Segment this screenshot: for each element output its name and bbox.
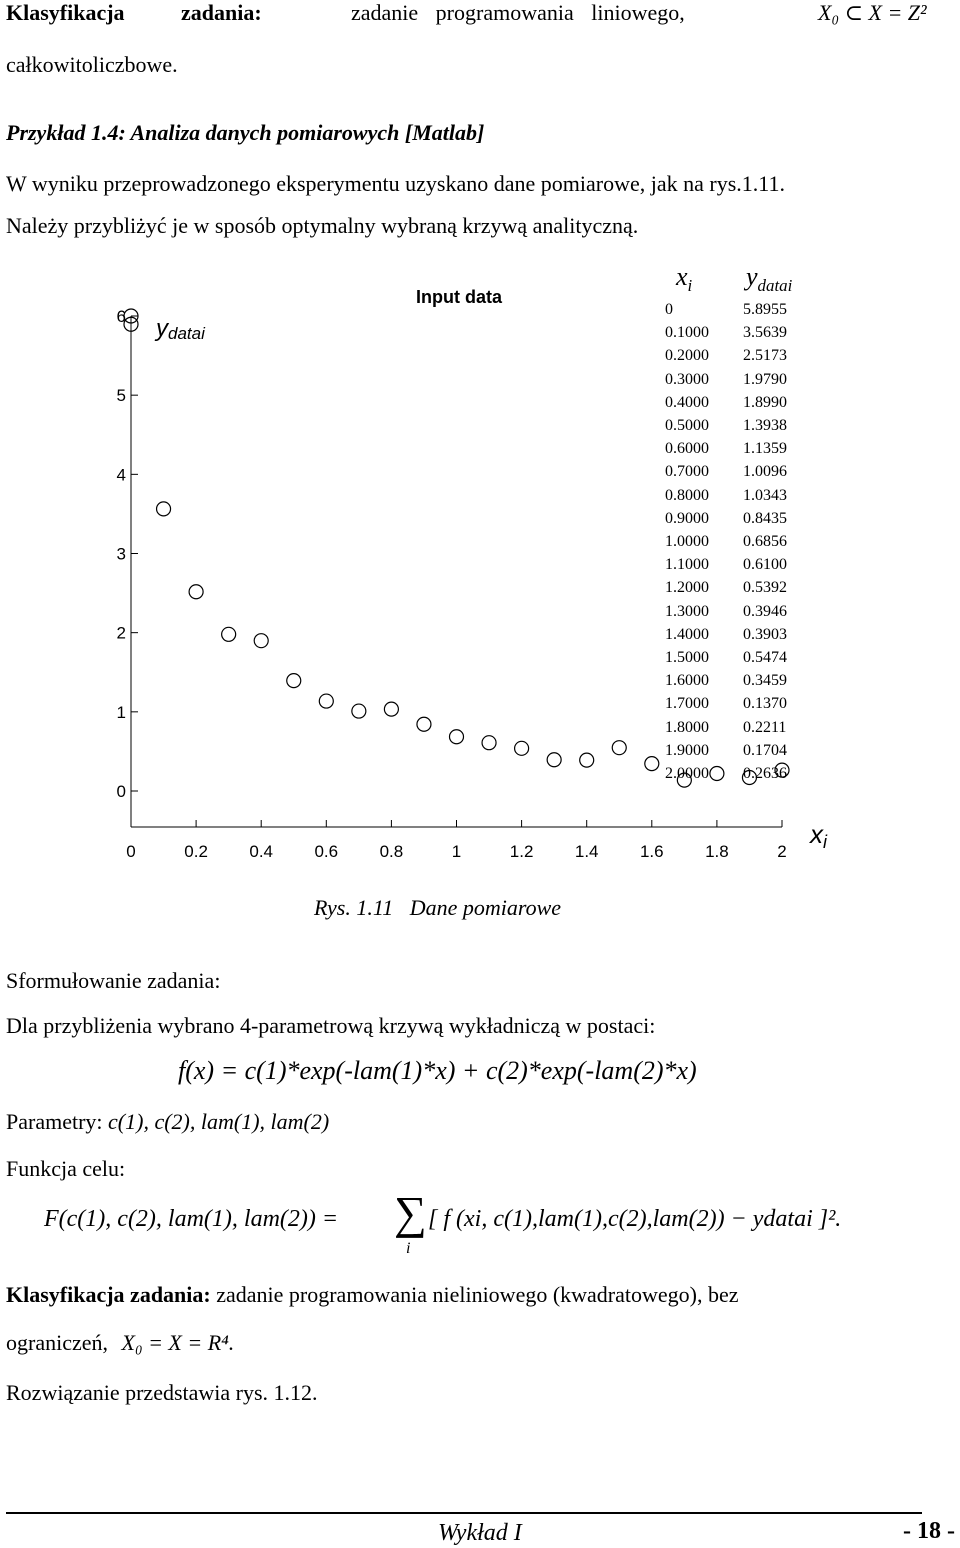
table-cell-x: 1.8000 xyxy=(665,718,709,736)
table-cell-y: 0.2636 xyxy=(743,765,787,783)
model-formula: f(x) = c(1)*exp(-lam(1)*x) + c(2)*exp(-lam(2)*x) xyxy=(178,1056,697,1085)
table-cell-x: 0.7000 xyxy=(665,463,709,481)
example-title: Przykład 1.4: Analiza danych pomiarowych [Matlab] xyxy=(6,120,485,145)
params-line xyxy=(6,1109,329,1135)
table-cell-y: 0.6856 xyxy=(743,533,787,551)
table-header-y: $y_{datai}$ xyxy=(746,262,793,296)
x-tick-label: 0 xyxy=(126,842,136,861)
table-row xyxy=(665,576,813,599)
table-row xyxy=(665,321,813,344)
table-cell-x: 1.7000 xyxy=(665,695,709,713)
classification-line xyxy=(6,0,125,26)
data-point xyxy=(450,730,464,744)
x-tick-label: 1.6 xyxy=(639,842,664,861)
table-cell-y: 1.0343 xyxy=(743,486,787,504)
data-point xyxy=(222,627,236,641)
table-row xyxy=(665,692,813,715)
table-row xyxy=(665,669,813,692)
table-row xyxy=(665,762,813,785)
table-cell-y: 0.5474 xyxy=(743,649,787,667)
table-row xyxy=(665,646,813,669)
classification2-line-2 xyxy=(6,1330,234,1356)
data-point xyxy=(319,694,333,708)
table-row xyxy=(665,600,813,623)
table-row xyxy=(665,437,813,460)
figure-caption: Rys. 1.11 Dane pomiarowe xyxy=(314,895,562,920)
table-row xyxy=(665,298,813,321)
data-point xyxy=(352,704,366,718)
table-cell-x: 0.4000 xyxy=(665,393,709,411)
y-tick-label: 2 xyxy=(116,623,126,643)
table-cell-y: 1.9790 xyxy=(743,370,787,388)
y-tick-label: 6 xyxy=(116,307,126,326)
data-point xyxy=(612,741,626,755)
table-cell-y: 5.8955 xyxy=(743,301,787,318)
classification2-math: X₀ = X = R⁴. xyxy=(121,1330,235,1355)
table-cell-y: 0.1370 xyxy=(743,695,787,713)
y-tick-label: 3 xyxy=(116,544,126,564)
classification-label-2: zadania: xyxy=(181,0,262,25)
footer-rule xyxy=(6,1512,922,1514)
table-cell-x: 0.1000 xyxy=(665,324,709,342)
y-tick-label: 5 xyxy=(116,386,126,406)
classification2-text: zadanie programowania nieliniowego (kwadratowego), bez xyxy=(216,1282,739,1307)
table-row xyxy=(665,414,813,437)
table-cell-x: 0 xyxy=(665,301,673,318)
goal-label: Funkcja celu: xyxy=(6,1156,126,1181)
table-cell-y: 0.3946 xyxy=(743,602,787,620)
table-cell-y: 1.3938 xyxy=(743,417,787,435)
classification2-line xyxy=(6,1282,739,1308)
table-cell-y: 0.8435 xyxy=(743,509,787,527)
table-cell-y: 2.5173 xyxy=(743,347,787,365)
table-cell-x: 0.3000 xyxy=(665,370,709,388)
data-point xyxy=(482,736,496,750)
table-cell-x: 0.2000 xyxy=(665,347,709,365)
table-cell-x: 0.6000 xyxy=(665,440,709,458)
footer-lecture: Wykład I xyxy=(438,1520,522,1546)
table-cell-y: 0.3903 xyxy=(743,625,787,643)
scatter-chart xyxy=(0,255,960,875)
x-tick-label: 0.6 xyxy=(314,842,339,861)
footer-page-number: - 18 - xyxy=(903,1518,955,1544)
table-cell-x: 1.9000 xyxy=(665,741,709,759)
x-tick-label: 1.2 xyxy=(509,842,534,861)
table-cell-x: 2.0000 xyxy=(665,765,709,783)
table-row xyxy=(665,623,813,646)
formulation-heading: Sformułowanie zadania: xyxy=(6,968,221,993)
table-cell-x: 1.4000 xyxy=(665,625,709,643)
table-cell-y: 1.1359 xyxy=(743,440,787,458)
x-tick-label: 0.8 xyxy=(379,842,404,861)
table-cell-x: 1.1000 xyxy=(665,556,709,574)
classification-math: X₀ ⊂ X = Z² xyxy=(818,0,927,25)
table-row xyxy=(665,716,813,739)
legend-label: ydatai xyxy=(156,315,205,343)
data-point xyxy=(254,634,268,648)
table-cell-x: 1.5000 xyxy=(665,649,709,667)
table-row xyxy=(665,739,813,762)
table-cell-x: 0.9000 xyxy=(665,509,709,527)
data-table xyxy=(665,298,813,785)
table-cell-x: 1.3000 xyxy=(665,602,709,620)
table-cell-y: 0.1704 xyxy=(743,741,787,759)
table-row xyxy=(665,391,813,414)
classification-text: zadanie programowania liniowego, xyxy=(351,0,685,25)
formulation-intro: Dla przybliżenia wybrano 4-parametrową krzywą wykładniczą w postaci: xyxy=(6,1013,656,1038)
classification-text-2: całkowitoliczbowe. xyxy=(6,52,178,77)
y-tick-label: 4 xyxy=(116,465,126,485)
data-point xyxy=(580,753,594,767)
table-row xyxy=(665,368,813,391)
x-tick-label: 1.4 xyxy=(574,842,599,861)
table-cell-y: 0.5392 xyxy=(743,579,787,597)
table-row xyxy=(665,530,813,553)
data-point xyxy=(287,674,301,688)
table-cell-y: 0.3459 xyxy=(743,672,787,690)
data-point xyxy=(189,585,203,599)
data-point xyxy=(547,753,561,767)
params-list: c(1), c(2), lam(1), lam(2) xyxy=(108,1109,330,1134)
table-cell-y: 0.2211 xyxy=(743,718,787,736)
table-cell-x: 0.5000 xyxy=(665,417,709,435)
x-tick-label: 1 xyxy=(451,842,462,861)
table-row xyxy=(665,553,813,576)
sum-symbol: ∑ xyxy=(394,1187,427,1238)
table-cell-y: 1.8990 xyxy=(743,393,787,411)
data-point xyxy=(417,717,431,731)
table-row xyxy=(665,484,813,507)
x-tick-label: 2 xyxy=(777,842,787,861)
table-row xyxy=(665,460,813,483)
data-point xyxy=(645,757,659,771)
data-point xyxy=(157,502,171,516)
classification-label: Klasyfikacja xyxy=(6,0,125,25)
chart-title: Input data xyxy=(416,287,502,307)
table-cell-y: 3.5639 xyxy=(743,324,787,342)
data-point xyxy=(515,741,529,755)
data-point xyxy=(384,702,398,716)
table-cell-y: 1.0096 xyxy=(743,463,787,481)
table-cell-x: 1.6000 xyxy=(665,672,709,690)
goal-rhs: [ f (xi, c(1),lam(1),c(2),lam(2)) − ydatai ]². xyxy=(428,1206,842,1232)
params-label: Parametry: xyxy=(6,1109,103,1134)
table-row xyxy=(665,507,813,530)
example-paragraph-1: W wyniku przeprowadzonego eksperymentu uzyskano dane pomiarowe, jak na rys.1.11. xyxy=(6,171,785,196)
goal-lhs: F(c(1), c(2), lam(1), lam(2)) = xyxy=(44,1206,339,1232)
y-tick-label: 1 xyxy=(116,702,126,722)
classification2-text-2: ograniczeń, xyxy=(6,1330,108,1355)
x-tick-label: 0.2 xyxy=(184,842,208,861)
x-tick-label: 0.4 xyxy=(249,842,274,861)
table-cell-y: 0.6100 xyxy=(743,556,787,574)
example-paragraph-2: Należy przybliżyć je w sposób optymalny wybraną krzywą analityczną. xyxy=(6,213,639,238)
table-cell-x: 1.2000 xyxy=(665,579,709,597)
classification2-label: Klasyfikacja zadania: xyxy=(6,1282,211,1307)
sum-index: i xyxy=(406,1240,411,1257)
table-cell-x: 0.8000 xyxy=(665,486,709,504)
table-cell-x: 1.0000 xyxy=(665,533,709,551)
solution-reference: Rozwiązanie przedstawia rys. 1.12. xyxy=(6,1380,318,1405)
table-row xyxy=(665,344,813,367)
x-tick-label: 1.8 xyxy=(705,842,729,861)
table-header-x: $x_i$ xyxy=(676,262,693,296)
x-axis-label: xi xyxy=(810,819,827,852)
y-tick-label: 0 xyxy=(116,782,126,801)
